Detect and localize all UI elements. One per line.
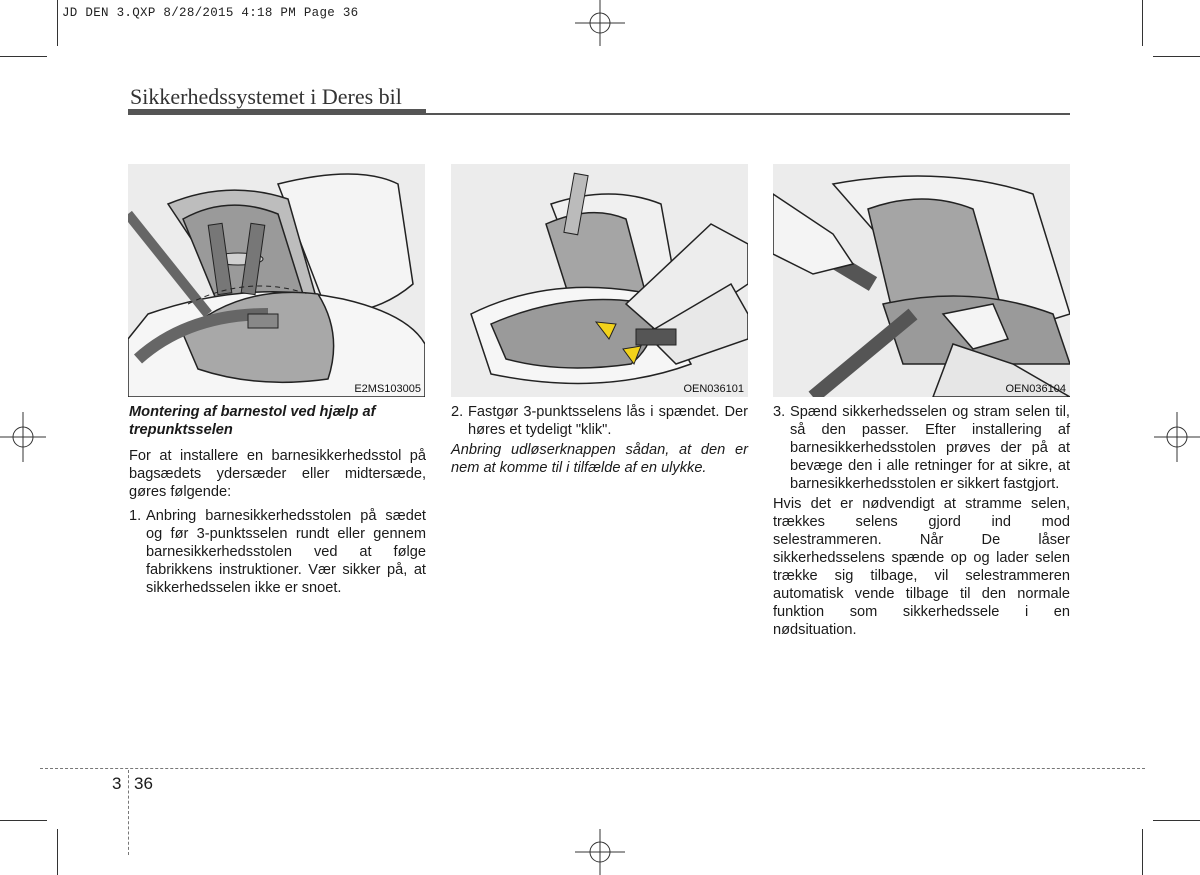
step-number: 2.: [451, 404, 464, 420]
registration-mark-left: [0, 412, 46, 462]
section-title: Sikkerhedssystemet i Deres bil: [130, 84, 402, 109]
column-3: [773, 403, 1070, 645]
figure-code: E2MS103005: [354, 383, 421, 395]
note-paragraph: Anbring udløserknappen sådan, at den er nem at komme til i tilfælde af en ulykke.: [451, 442, 748, 476]
chapter-number: 3: [112, 774, 122, 793]
footer-rule: [40, 768, 1145, 769]
step-text: Anbring barnesikkerhedsstolen på sædet og før 3-punktsselen rundt eller gennem barnesikkerhedsstolen ved at følge fabrikkens instruktioner. Vær sikker på, at sikkerhedsselen ikke er snoet.: [146, 508, 426, 596]
tighten-belt-illustration: [773, 164, 1070, 397]
header-rule-thin: [426, 113, 1070, 115]
step-2: [451, 403, 748, 439]
child-seat-illustration: [128, 164, 425, 397]
figure-caption: Montering af barnestol ved hjælp af trepunktsselen: [129, 404, 376, 438]
step-number: 1.: [129, 508, 142, 524]
header-rule-thick: [128, 109, 426, 115]
column-1: [129, 403, 426, 597]
figure-code: OEN036104: [1005, 383, 1066, 395]
registration-mark-right: [1154, 412, 1200, 462]
column-2: [451, 403, 748, 483]
registration-mark-bottom: [575, 829, 625, 875]
figure-tighten-belt: [773, 164, 1070, 397]
step-1: [129, 507, 426, 597]
step-text: Fastgør 3-punktsselens lås i spændet. Der høres et tydeligt "klik".: [468, 404, 748, 438]
step-number: 3.: [773, 404, 786, 420]
step-text: Spænd sikkerhedsselen og stram selen til, så den passer. Efter installering af barnesikkerhedsstolen prøves der på at bevæge den i alle retninger for at sikre, at barnesikkerhedsstolen er sikkert fastgjort.: [790, 404, 1070, 492]
print-slug: JD DEN 3.QXP 8/28/2015 4:18 PM Page 36: [62, 6, 359, 20]
page-number: 36: [134, 774, 153, 793]
buckle-illustration: [451, 164, 748, 397]
intro-paragraph: For at installere en barnesikkerhedsstol på bagsædets ydersæder eller midtersæde, gøres følgende:: [129, 448, 426, 500]
tensioner-paragraph: Hvis det er nødvendigt at stramme selen, trækkes selens gjord ind mod selestrammeren. Når De låser sikkerhedsselens spænde op og lader selen trække sig tilbage, vil selestrammeren automatisk vende tilbage til den normale funktion som sikkerhedssele i en nødsituation.: [773, 496, 1070, 638]
figure-child-seat-rear: [128, 164, 425, 397]
registration-mark-top: [575, 0, 625, 46]
figure-code: OEN036101: [683, 383, 744, 395]
step-3: [773, 403, 1070, 493]
figure-fasten-buckle: [451, 164, 748, 397]
page-number-divider: [128, 770, 129, 855]
